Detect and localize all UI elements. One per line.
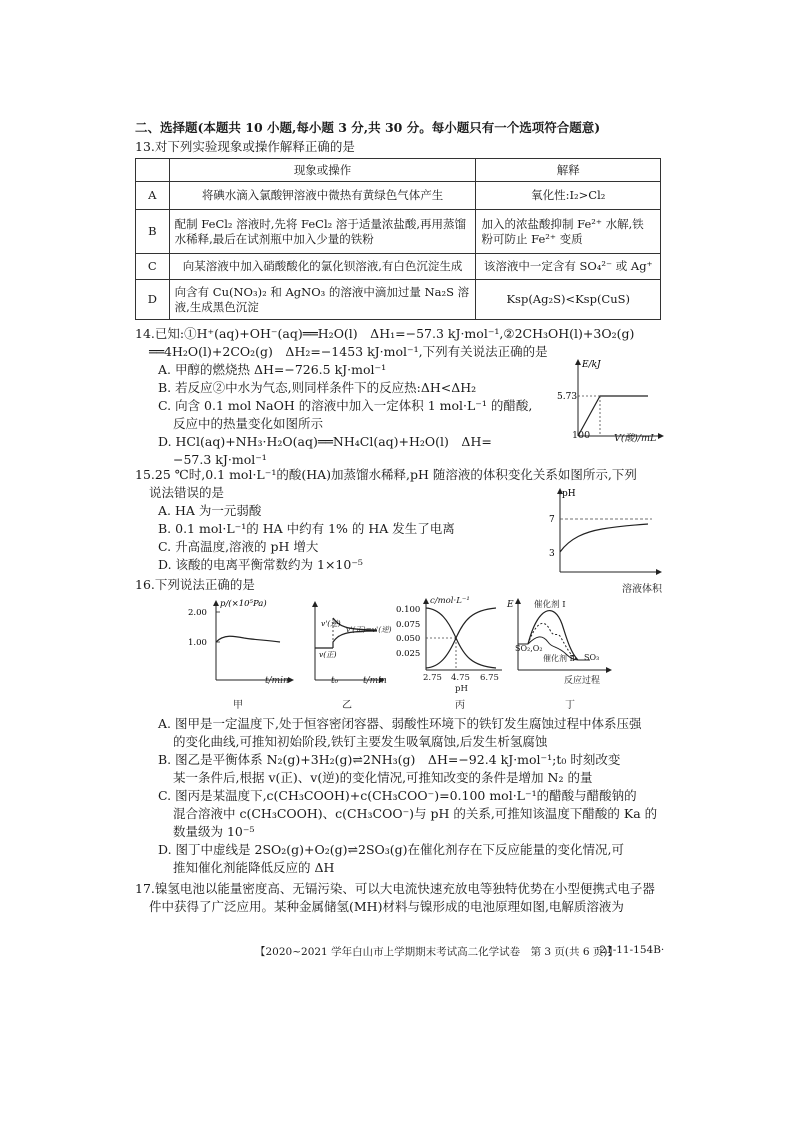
- q15-option-d: D. 该酸的电离平衡常数约为 1×10⁻⁵: [158, 557, 363, 572]
- q15-option-b: B. 0.1 mol·L⁻¹的 HA 中约有 1% 的 HA 发生了电离: [158, 521, 455, 536]
- operation-cell: 向某溶液中加入硝酸酸化的氯化钡溶液,有白色沉淀生成: [169, 254, 476, 280]
- explanation-cell: Ksp(Ag₂S)<Ksp(CuS): [476, 280, 661, 320]
- q15-line2: 说法错误的是: [149, 485, 225, 500]
- bing-ytick: 0.025: [396, 649, 421, 659]
- table-corner: [136, 159, 170, 182]
- explanation-cell: 氧化性:I₂>Cl₂: [476, 182, 661, 210]
- q14-option-c-cont: 反应中的热量变化如图所示: [173, 416, 324, 431]
- q16-option-c-cont2: 数量级为 10⁻⁵: [173, 824, 255, 839]
- yi-label-equal: v'(正)=v'(逆): [346, 625, 392, 634]
- bing-ytick: 0.050: [396, 634, 421, 644]
- q17-line1: 17.镍氢电池以能量密度高、无镉污染、可以大电流快速充放电等独特优势在小型便携式电子器: [135, 881, 655, 896]
- q15-option-c: C. 升高温度,溶液的 pH 增大: [158, 539, 319, 554]
- operation-cell: 向含有 Cu(NO₃)₂ 和 AgNO₃ 的溶液中滴加过量 Na₂S 溶液,生成黑色沉淀: [169, 280, 476, 320]
- q14-line2: ══4H₂O(l)+2CO₂(g) ΔH₂=−1453 kJ·mol⁻¹,下列有关说法正确的是: [149, 344, 548, 359]
- q15-graph-ytick-7: 7: [549, 515, 555, 525]
- ding-xlabel: 反应过程: [564, 676, 601, 686]
- q16-option-c: C. 图丙是某温度下,c(CH₃COOH)+c(CH₃COO⁻)=0.100 mol·L⁻¹的醋酸与醋酸钠的: [158, 788, 637, 803]
- q14-option-d-cont: −57.3 kJ·mol⁻¹: [173, 452, 267, 467]
- explanation-cell: 加入的浓盐酸抑制 Fe²⁺ 水解,铁粉可防止 Fe²⁺ 变质: [476, 210, 661, 254]
- yi-xtick: t₀: [331, 676, 339, 686]
- row-label: D: [136, 280, 170, 320]
- table-header-row: [136, 159, 661, 182]
- q14-graph-ytick: 5.73: [557, 392, 578, 402]
- q15-ph-graph: [540, 486, 664, 580]
- q15-graph-ytick-3: 3: [549, 549, 555, 559]
- q15-line1: 15.25 ℃时,0.1 mol·L⁻¹的酸(HA)加蒸馏水稀释,pH 随溶液的体积变化关系如图所示,下列: [135, 467, 637, 482]
- q16-option-a: A. 图甲是一定温度下,处于恒容密闭容器、弱酸性环境下的铁钉发生腐蚀过程中体系压强: [158, 716, 642, 731]
- bing-caption: 丙: [455, 700, 465, 711]
- ding-caption: 丁: [565, 700, 575, 711]
- row-label: A: [136, 182, 170, 210]
- q16-option-a-cont: 的变化曲线,可推知初始阶段,铁钉主要发生吸氧腐蚀,后发生析氢腐蚀: [173, 734, 548, 749]
- ding-label-product: SO₃: [584, 653, 600, 662]
- ding-ylabel: E: [507, 600, 514, 610]
- bing-ylabel: c/mol·L⁻¹: [430, 596, 470, 606]
- bing-xtick: 6.75: [480, 673, 499, 683]
- q16-option-d-cont: 推知催化剂能降低反应的 ΔH: [173, 860, 335, 875]
- jia-ylabel: p/(×10⁵Pa): [220, 599, 267, 609]
- ding-label-catalyst-1: 催化剂 Ⅰ: [534, 600, 566, 610]
- q14-option-c: C. 向含 0.1 mol NaOH 的溶液中加入一定体积 1 mol·L⁻¹ 的醋酸,: [158, 398, 533, 413]
- q16-option-c-cont: 混合溶液中 c(CH₃COOH)、c(CH₃COO⁻)与 pH 的关系,可推知该温度下醋酸的 Ka 的: [173, 806, 658, 821]
- row-label: B: [136, 210, 170, 254]
- q14-graph-xtick: 100: [572, 430, 591, 441]
- q15-option-a: A. HA 为一元弱酸: [158, 503, 262, 518]
- explanation-cell: 该溶液中一定含有 SO₄²⁻ 或 Ag⁺: [476, 254, 661, 280]
- footer-code: ·21-11-154B·: [596, 944, 665, 956]
- jia-ytick-1: 1.00: [188, 638, 207, 648]
- column-header-explanation: 解释: [476, 159, 661, 182]
- operation-cell: 将碘水滴入氯酸钾溶液中微热有黄绿色气体产生: [169, 182, 476, 210]
- q14-line1: 14.已知:①H⁺(aq)+OH⁻(aq)══H₂O(l) ΔH₁=−57.3 kJ·mol⁻¹,②2CH₃OH(l)+3O₂(g): [135, 326, 635, 341]
- q16-stem: 16.下列说法正确的是: [135, 577, 255, 592]
- yi-caption: 乙: [342, 700, 352, 711]
- bing-xtick: 2.75: [423, 673, 442, 683]
- q16-graph-bing: [396, 596, 506, 676]
- q16-graph-jia: [186, 598, 298, 686]
- yi-label-forward: v(正): [319, 650, 337, 659]
- q13-table: [135, 158, 661, 320]
- q17-line2: 件中获得了广泛应用。某种金属储氢(MH)材料与镍形成的电池原理如图,电解质溶液为: [149, 899, 624, 914]
- yi-label-reverse: v'(逆): [321, 619, 341, 628]
- table-row: [136, 280, 661, 320]
- q15-graph-xlabel: 溶液体积: [622, 584, 662, 595]
- ding-label-catalyst-2: 催化剂 Ⅱ: [543, 654, 575, 663]
- bing-xtick: 4.75: [451, 673, 470, 683]
- q13-stem: 13.对下列实验现象或操作解释正确的是: [135, 139, 355, 154]
- footer-page-info: 【2020~2021 学年白山市上学期期末考试高二化学试卷 第 3 页(共 6 页)】: [255, 946, 618, 958]
- q16-option-b-cont: 某一条件后,根据 v(正)、v(逆)的变化情况,可推知改变的条件是增加 N₂ 的量: [173, 770, 593, 785]
- table-row: [136, 182, 661, 210]
- table-row: [136, 210, 661, 254]
- bing-xlabel: pH: [455, 684, 468, 694]
- jia-ytick-2: 2.00: [188, 608, 207, 618]
- operation-cell: 配制 FeCl₂ 溶液时,先将 FeCl₂ 溶于适量浓盐酸,再用蒸馏水稀释,最后在试剂瓶中加入少量的铁粉: [169, 210, 476, 254]
- q16-option-d: D. 图丁中虚线是 2SO₂(g)+O₂(g)⇌2SO₃(g)在催化剂存在下反应能量的变化情况,可: [158, 842, 624, 857]
- q16-option-b: B. 图乙是平衡体系 N₂(g)+3H₂(g)⇌2NH₃(g) ΔH=−92.4 kJ·mol⁻¹;t₀ 时刻改变: [158, 752, 621, 767]
- yi-xlabel: t/min: [363, 676, 387, 686]
- jia-caption: 甲: [233, 700, 243, 711]
- q14-graph-xlabel: V(酸)/mL: [614, 433, 657, 444]
- table-row: [136, 254, 661, 280]
- section-header: 二、选择题(本题共 10 小题,每小题 3 分,共 30 分。每小题只有一个选项符合题意): [135, 120, 601, 135]
- jia-xlabel: t/min: [265, 676, 289, 686]
- q14-graph-ylabel: E/kJ: [582, 360, 601, 370]
- q16-graph-yi: [305, 600, 387, 686]
- q14-option-d: D. HCl(aq)+NH₃·H₂O(aq)══NH₄Cl(aq)+H₂O(l) ΔH=: [158, 434, 492, 449]
- q14-option-b: B. 若反应②中水为气态,则同样条件下的反应热:ΔH<ΔH₂: [158, 380, 477, 395]
- q15-graph-ylabel: pH: [562, 489, 576, 499]
- column-header-operation: 现象或操作: [169, 159, 476, 182]
- q14-option-a: A. 甲醇的燃烧热 ΔH=−726.5 kJ·mol⁻¹: [158, 362, 387, 377]
- bing-ytick: 0.100: [396, 605, 421, 615]
- bing-ytick: 0.075: [396, 620, 421, 630]
- ding-label-reactants: SO₂,O₂: [515, 644, 543, 653]
- row-label: C: [136, 254, 170, 280]
